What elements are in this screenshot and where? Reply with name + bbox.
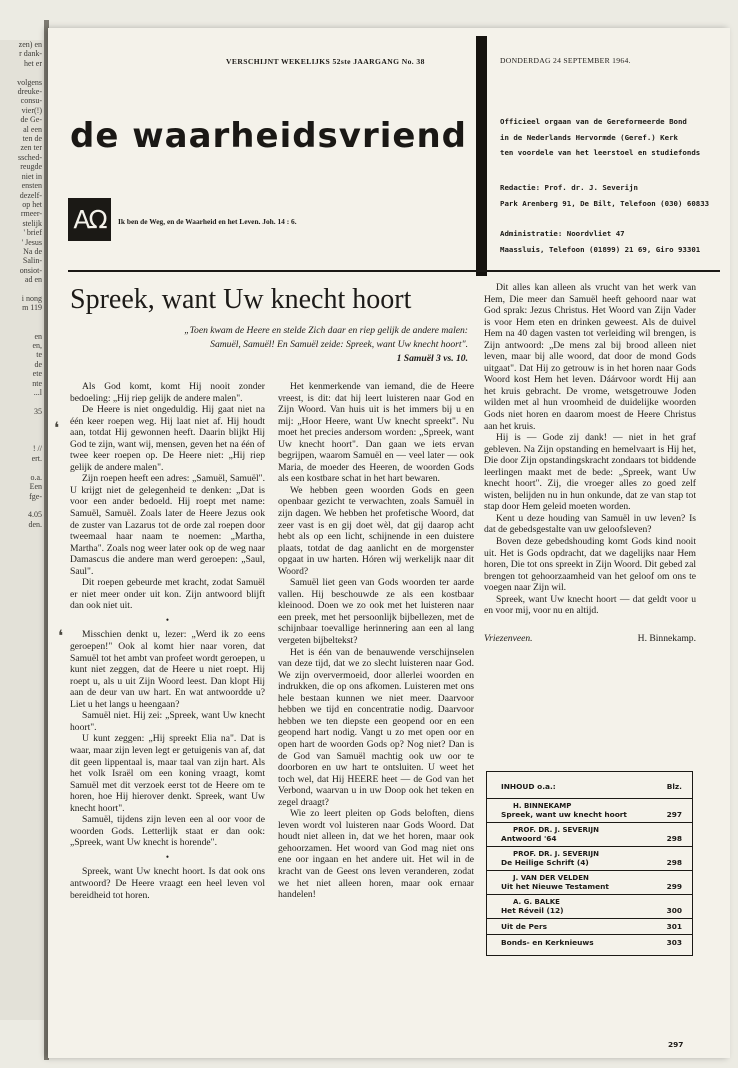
- prev-page-line: ad en: [24, 275, 42, 285]
- prev-page-line: dezelf-: [19, 190, 42, 200]
- article-column-1: [70, 381, 265, 901]
- paragraph: Het kenmerkende van iemand, die de Heere vreest, is dit: dat hij leert luisteren naar God en Zijn Woord. Van huis uit is het immers bij u en mij: „Hoor Heere, want Uw knecht spreekt". Nu moet het precies andersom worden: „Spreek, want Uw knecht hoort". Dan gaan we iets ervan begrijpen, waarom Samuël en — veel later — ook Maria, de moeder des Heeren, de woorden Gods als een kostbare schat in het hart bewaren.: [278, 381, 474, 485]
- newspaper-page: [48, 28, 730, 1058]
- paragraph: Hij is — Gode zij dank! — niet in het graf gebleven. Na Zijn opstanding en hemelvaart is Hij het, Die door Zijn opstandingskracht zondaars tot biddende leerlingen maakt met de bede: „Spreek, want Uw knecht hoort". Zij, die vroeger alles zo goed zelf wisten, belijden nu in hun onkunde, dat ze van stap tot stap door Hem geleid moeten worden.: [484, 432, 696, 513]
- prev-page-line: fge-: [29, 491, 42, 501]
- prev-page-line: 4.05: [28, 510, 42, 520]
- toc-entry[interactable]: H. BINNEKAMP Spreek, want uw knecht hoort 297: [487, 799, 692, 823]
- editorial-info: Redactie: Prof. dr. J. Severijn Park Arenberg 91, De Bilt, Telefoon (030) 60833: [500, 183, 710, 208]
- paragraph: Misschien denkt u, lezer: „Werd ik zo eens geroepen!" Ook al komt hier naar voren, dat Samuël tot het ambt van profeet wordt geroepen, u kunt niet zeggen, dat de Heere u niet roept. Hij roept u, als u uit Zijn Woord leest. Dan klopt Hij aan de deur van uw hart. En wat antwoordde u? Liet u het langs u heengaan?: [70, 629, 265, 710]
- paragraph: We hebben geen woorden Gods en geen openbaar gezicht te verwachten, zoals Samuël in zijn dagen. We hebben het profetische Woord, dat zeer vast is en gij doet wèl, dat gij daarop acht hebt als op een licht, schijnende in een duistere plaats, totdat de dag aanlicht en de morgenster opgaat in uw harten. Hóren wij werkelijk naar dit Woord?: [278, 484, 474, 577]
- article-column-3: [484, 282, 696, 644]
- paragraph: Dit alles kan alleen als vrucht van het werk van Hem, Die meer dan Samuël heeft gehoord naar wat God sprak: Jezus Christus. Het Woord van Zijn Vader is voor Hem eten en drinken geweest. Als de duivel Hem na 40 dagen vasten tot verleiding wil brengen, is Zijn antwoord: „De mens zal bij brood alleen niet leven, maar bij alle woord, dat door de mond Gods uitgaat". Dat Hij zo getrouw is in het horen naar Gods Woord kost Hem het leven. Dáárvoor wordt Hij aan het kruis gebracht. De vrome, wetsgetrouwe Joden wilden met al hun vroomheid de duidelijke woorden Gods niet horen en daarom moest de Heere Christus aan het kruis.: [484, 282, 696, 432]
- prev-page-line: den.: [28, 519, 42, 529]
- prev-page-line: en: [34, 331, 42, 341]
- prev-page-line: o.a.: [30, 472, 42, 482]
- prev-page-line: te: [36, 350, 42, 360]
- paragraph: Spreek, want Uw knecht hoort. Is dat ook ons antwoord? De Heere vraagt een heel leven vol bereidheid tot horen.: [70, 866, 265, 901]
- section-star: •: [165, 851, 170, 862]
- prev-page-line: ert.: [31, 453, 42, 463]
- prev-page-line: en,: [32, 341, 42, 350]
- prev-page-line: [0, 463, 46, 472]
- prev-page-line: vier(!): [21, 105, 42, 115]
- toc-entry[interactable]: PROF. DR. J. SEVERIJN De Heilige Schrift (4) 298: [487, 847, 692, 871]
- prev-page-line: [0, 397, 46, 406]
- administration-info: Administratie: Noordvliet 47 Maassluis, Telefoon (01899) 21 69, Giro 93301: [500, 229, 701, 254]
- prev-page-line: ' brief: [23, 228, 42, 238]
- prev-page-line: het er: [24, 58, 42, 68]
- margin-mark: ❛: [54, 420, 60, 437]
- prev-page-line: [0, 313, 46, 322]
- prev-page-line: m 119: [22, 303, 42, 313]
- prev-page-line: 35: [34, 406, 42, 416]
- scripture-quote: „Toen kwam de Heere en stelde Zich daar en riep gelijk de andere malen: Samuël, Samuël! En Samuël zeide: Spreek, want Uw knecht hoort". 1 Samuël 3 vs. 10.: [184, 325, 468, 364]
- paragraph: U kunt zeggen: „Hij spreekt Elia na". Dat is waar, maar zijn leven legt er getuigenis van af, dat dit geen lippentaal is, maar taal van zijn hart. Als het volk Israël om een koning vraagt, komt Samuël met dit verzoek eerst tot de Heere om te horen, hoe Hij hierover denkt. Spreek, want Uw knecht hoort".: [70, 733, 265, 814]
- prev-page-line: zen) en: [18, 40, 42, 49]
- prev-page-line: onsiot-: [19, 265, 42, 275]
- prev-page-line: Salin-: [22, 256, 42, 266]
- paragraph: Samuël liet geen van Gods woorden ter aarde vallen. Hij beschouwde ze als een kostbaar kleinood. Doen we zo ook met het luisteren naar een preek, met het persoonlijk bijbellezen, met de schijnbaar toevallige herinnering aan een al lang vergeten bijbeltekst?: [278, 577, 474, 647]
- prev-page-line: Na de: [23, 246, 42, 256]
- prev-page-line: ssched-: [18, 152, 42, 162]
- prev-page-line: [0, 435, 46, 444]
- prev-page-line: ! //: [32, 444, 42, 454]
- newspaper-title: de waarheidsvriend: [70, 116, 467, 156]
- toc-entry[interactable]: PROF. DR. J. SEVERIJN Antwoord '64 298: [487, 823, 692, 847]
- paragraph: Zijn roepen heeft een adres: „Samuël, Samuël". U krijgt niet de gelegenheid te denken: „Dat is voor een ander bedoeld. Hij roept met name: Samuël, Samuël. Zoals later de Heere Jezus ook de zuster van Lazarus tot de orde zal roepen door tweemaal haar naam te noemen: „Martha, Martha". Zoals nog weer later ook op de weg naar Damascus die andere man werd geroepen: „Saul, Saul".: [70, 473, 265, 577]
- prev-page-line: rmeer-: [20, 209, 42, 219]
- prev-page-line: [0, 426, 46, 435]
- prev-page-line: zen ter: [20, 143, 42, 153]
- alpha-omega-logo: ΑΩ: [68, 198, 111, 241]
- margin-mark: ❛: [58, 628, 64, 645]
- prev-page-line: ' Jesus: [21, 237, 42, 247]
- prev-page-line: stelijk: [22, 218, 42, 228]
- paragraph: Samuël, tijdens zijn leven een al oor voor de woorden Gods. Letterlijk staat er dan ook: „Spreek, want Uw knecht is horende".: [70, 814, 265, 849]
- paragraph: Het is één van de benauwende verschijnselen van deze tijd, dat we zo slecht luisteren naar God. We zijn oververmoeid, door allerlei woorden en indrukken, die op ons afkomen. Luisteren met ons hele bestaan kunnen we niet meer. Daarvoor hebben we tijd en concentratie nodig. Daarvoor hebben we ten diepste een geopend oor en een geopend hart nodig. Vangt u zo met open oor en open hart de woorden Gods op? Nog niet? Dan is de God van Samuël machtig ook uw oor te doorboren en uw hart te ontsluiten. U weet het toch wel, dat Hij HEERE heet — de God van het Verbond, waarvan u in uw Doop ook het teken en zegel draagt?: [278, 646, 474, 808]
- prev-page-line: de: [34, 359, 42, 369]
- paragraph: De Heere is niet ongeduldig. Hij gaat niet na één keer roepen weg. Hij laat niet af. Hij houdt aan, totdat Hij gewonnen heeft. Daarin blijkt Hij God te zijn, want wij, mensen, geven het na één of twee keer roepen op. De Heere niet: „Hij riep gelijk de andere malen".: [70, 404, 265, 473]
- table-of-contents: [486, 771, 693, 956]
- prev-page-line: [0, 416, 46, 425]
- paragraph: Samuël niet. Hij zei: „Spreek, want Uw knecht hoort".: [70, 710, 265, 733]
- page-number: 297: [668, 1040, 684, 1049]
- official-organ-note: Officieel orgaan van de Gereformeerde Bond in de Nederlands Hervormde (Geref.) Kerk ten voordele van het leerstoel en studiefonds: [500, 117, 701, 157]
- toc-entry[interactable]: Uit de Pers 301: [487, 919, 692, 935]
- prev-page-line: [0, 68, 46, 77]
- prev-page-line: [0, 501, 46, 510]
- paragraph: Kent u deze houding van Samuël in uw leven? Is dat de gebedsgestalte van uw geloofsleven?: [484, 512, 696, 536]
- masthead-motto: Ik ben de Weg, en de Waarheid en het Leven. Joh. 14 : 6.: [118, 217, 297, 226]
- previous-page-edge: [0, 40, 46, 1020]
- article-signature: [484, 633, 696, 645]
- masthead-rule: [68, 270, 720, 272]
- prev-page-line: ten de: [22, 134, 42, 144]
- prev-page-line: i nong: [21, 293, 42, 303]
- prev-page-line: r dank-: [19, 49, 42, 59]
- article-headline: Spreek, want Uw knecht hoort: [70, 284, 412, 315]
- prev-page-line: [0, 322, 46, 331]
- prev-page-line: reugde: [20, 162, 42, 172]
- prev-page-line: dreuke-: [17, 87, 42, 97]
- prev-page-line: Een: [29, 482, 42, 492]
- paragraph: Dit roepen gebeurde met kracht, zodat Samuël er niet meer onder uit kon. Zijn antwoord blijft dan ook niet uit.: [70, 577, 265, 612]
- section-star: •: [165, 614, 170, 625]
- prev-page-line: consu-: [20, 96, 42, 106]
- paragraph: Wie zo leert pleiten op Gods beloften, diens leven wordt vol luisteren naar Gods Woord. Dat houdt niet alleen in, dat we het horen, maar ook gehoorzamen. Het woord van God mag niet ons ene oor ingaan en het andere uit. Het wil in de kracht van de Geest ons leven veranderen, zodat we het niet alleen horen, maar ook ernaar handelen!: [278, 808, 474, 901]
- prev-page-line: al een: [23, 124, 42, 134]
- prev-page-line: ete: [32, 369, 42, 379]
- prev-page-line: ...l: [33, 388, 42, 398]
- paragraph: Spreek, want Uw knecht hoort — dat geldt voor u en voor mij, voor nu en altijd.: [484, 593, 696, 617]
- prev-page-line: de Ge-: [20, 115, 42, 125]
- prev-page-line: op het: [22, 199, 42, 209]
- prev-page-line: niet in: [21, 171, 42, 181]
- masthead-divider: [476, 36, 487, 276]
- masthead-publication-line: VERSCHIJNT WEKELIJKS 52ste JAARGANG No. 38: [226, 57, 425, 66]
- prev-page-line: volgens: [17, 77, 42, 87]
- toc-entry[interactable]: A. G. BALKE Het Réveil (12) 300: [487, 895, 692, 919]
- prev-page-line: [0, 285, 46, 294]
- issue-date: DONDERDAG 24 SEPTEMBER 1964.: [500, 56, 631, 65]
- article-column-2: [278, 381, 474, 901]
- paragraph: Als God komt, komt Hij nooit zonder bedoeling: „Hij riep gelijk de andere malen".: [70, 381, 265, 404]
- prev-page-line: ensten: [21, 181, 42, 191]
- signature-place: Vriezenveen.: [484, 632, 533, 644]
- prev-page-line: nte: [32, 378, 42, 388]
- toc-entry[interactable]: Bonds- en Kerknieuws 303: [501, 938, 682, 947]
- signature-author: H. Binnekamp.: [637, 632, 696, 644]
- toc-header: INHOUD o.a.: Blz.: [487, 772, 692, 799]
- toc-entry[interactable]: J. VAN DER VELDEN Uit het Nieuwe Testament 299: [487, 871, 692, 895]
- paragraph: Boven deze gebedshouding komt Gods kind nooit uit. Het is Gods opdracht, dat we dagelijks naar Hem horen, Die tot ons spreekt in Zijn Woord. Dit gebed zal brengen tot gehoorzaamheid van het geloof om ons te voegen naar Zijn wil.: [484, 536, 696, 594]
